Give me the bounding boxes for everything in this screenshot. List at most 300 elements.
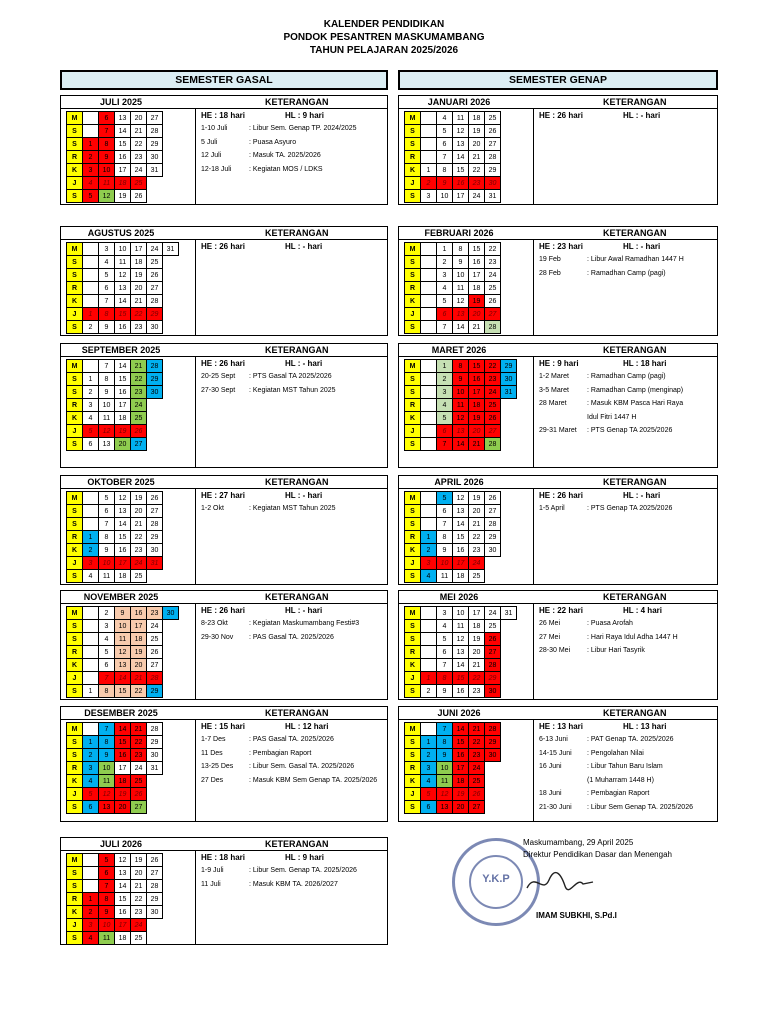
date-cell: 30 [485,685,501,698]
weekday-label: J [67,425,83,438]
date-cell: 20 [131,867,147,880]
holiday-days: HL : 12 hari [285,722,329,731]
date-cell [421,138,437,151]
date-cell: 24 [485,607,501,620]
effective-days: HE : 26 hari [201,242,246,251]
date-cell: 10 [437,557,453,570]
date-cell: 21 [131,880,147,893]
date-cell: 28 [485,518,501,531]
date-cell: 10 [99,557,115,570]
date-cell: 15 [115,685,131,698]
date-cell: 22 [131,531,147,544]
event-description: : Ramadhan Camp (menginap) [587,386,684,394]
month-name: AGUSTUS 2025 [87,228,155,238]
weekday-label: S [405,518,421,531]
date-cell: 8 [99,736,115,749]
title-line-1: KALENDER PENDIDIKAN [323,19,445,30]
date-cell: 29 [147,308,163,321]
date-cell: 14 [453,723,469,736]
date-cell: 13 [453,138,469,151]
date-cell [421,492,437,505]
date-cell: 4 [83,775,99,788]
date-cell [421,360,437,373]
date-cell: 15 [115,531,131,544]
date-cell: 18 [469,620,485,633]
date-cell: 27 [485,425,501,438]
date-cell: 24 [131,164,147,177]
date-cell: 3 [421,762,437,775]
event-description: : PTS Genap TA 2025/2026 [587,427,673,434]
date-cell: 9 [453,373,469,386]
event-description: : Puasa Arofah [587,620,633,627]
month-name: NOVEMBER 2025 [83,592,159,602]
date-cell: 30 [485,544,501,557]
event-description: : Ramadhan Camp (pagi) [587,269,666,277]
date-cell: 28 [147,672,163,685]
date-cell: 1 [421,736,437,749]
date-cell: 12 [115,854,131,867]
effective-days: HE : 18 hari [201,853,246,862]
date-cell: 25 [147,633,163,646]
date-cell: 18 [131,256,147,269]
date-cell: 1 [83,531,99,544]
date-cell: 31 [147,762,163,775]
date-cell: 19 [115,190,131,203]
signature-scribble [525,870,595,896]
weekday-label: R [405,762,421,775]
holiday-days: HL : 9 hari [285,853,324,862]
date-cell: 19 [469,125,485,138]
event-date: 13-25 Des [201,763,234,770]
date-cell: 31 [501,386,517,399]
event-description: : Libur Sem. Gasal TA. 2025/2026 [249,763,355,770]
date-cell: 5 [99,269,115,282]
weekday-label: S [405,256,421,269]
date-cell: 22 [131,736,147,749]
keterangan-label: KETERANGAN [265,97,329,107]
date-cell [83,360,99,373]
date-cell: 8 [99,373,115,386]
date-cell: 17 [115,557,131,570]
weekday-label: S [67,685,83,698]
date-cell: 30 [163,607,179,620]
date-cell: 27 [485,138,501,151]
date-cell: 11 [437,775,453,788]
weekday-label: S [405,138,421,151]
date-cell: 19 [115,425,131,438]
date-cell: 18 [453,775,469,788]
date-cell: 2 [99,607,115,620]
date-cell: 2 [83,151,99,164]
weekday-label: S [405,801,421,814]
date-cell: 7 [437,321,453,334]
date-cell: 27 [485,505,501,518]
date-cell: 21 [469,659,485,672]
date-cell: 29 [147,373,163,386]
date-cell: 4 [99,633,115,646]
date-cell: 4 [437,620,453,633]
date-cell: 8 [99,138,115,151]
date-cell: 6 [437,425,453,438]
date-cell: 13 [453,308,469,321]
weekday-label: S [405,125,421,138]
event-description: : Masuk KBM Pasca Hari Raya [587,400,684,407]
weekday-label: J [67,308,83,321]
date-cell: 10 [453,607,469,620]
date-cell [421,399,437,412]
date-cell: 12 [453,412,469,425]
date-cell: 12 [453,125,469,138]
date-cell: 16 [115,749,131,762]
date-cell: 18 [115,775,131,788]
date-cell: 1 [83,685,99,698]
date-cell: 24 [131,762,147,775]
date-cell: 16 [131,607,147,620]
weekday-label: J [67,788,83,801]
weekday-label: J [405,557,421,570]
date-cell: 6 [99,505,115,518]
date-cell: 24 [485,386,501,399]
weekday-label: K [405,659,421,672]
date-cell: 21 [131,723,147,736]
date-cell: 24 [469,190,485,203]
month-name: MEI 2026 [439,592,479,602]
weekday-label: J [67,557,83,570]
weekday-label: S [67,867,83,880]
weekday-label: J [405,788,421,801]
weekday-label: S [405,373,421,386]
date-cell [421,151,437,164]
date-cell: 1 [83,138,99,151]
signature-role: Direktur Pendidikan Dasar dan Menengah [523,850,672,859]
date-cell: 23 [469,749,485,762]
month-calendar-table [66,853,179,945]
date-cell: 29 [501,360,517,373]
date-cell: 26 [485,412,501,425]
event-date: 21-30 Juni [539,803,572,811]
date-cell: 3 [437,386,453,399]
weekday-label: S [405,685,421,698]
month-name: MARET 2026 [431,345,487,355]
date-cell: 25 [485,282,501,295]
date-cell: 18 [453,570,469,583]
keterangan-label: KETERANGAN [603,97,667,107]
date-cell: 25 [469,570,485,583]
semester-gasal-header: SEMESTER GASAL [60,70,388,90]
date-cell: 23 [131,749,147,762]
date-cell: 22 [469,164,485,177]
date-cell: 13 [115,282,131,295]
date-cell: 11 [99,775,115,788]
date-cell: 28 [147,125,163,138]
date-cell [83,505,99,518]
date-cell: 20 [453,801,469,814]
date-cell: 12 [453,492,469,505]
date-cell: 28 [485,151,501,164]
date-cell: 22 [131,373,147,386]
date-cell: 27 [147,659,163,672]
weekday-label: S [67,321,83,334]
date-cell: 13 [453,646,469,659]
date-cell: 12 [453,633,469,646]
date-cell: 4 [421,570,437,583]
weekday-label: R [67,151,83,164]
weekday-label: R [67,399,83,412]
date-cell: 13 [115,867,131,880]
date-cell: 24 [469,557,485,570]
date-cell: 22 [131,685,147,698]
date-cell: 8 [437,531,453,544]
date-cell: 22 [131,138,147,151]
weekday-label: S [405,438,421,451]
weekday-label: J [405,177,421,190]
date-cell: 11 [115,633,131,646]
date-cell: 1 [421,164,437,177]
date-cell: 8 [437,672,453,685]
date-cell: 27 [147,505,163,518]
date-cell: 1 [421,531,437,544]
date-cell: 14 [453,518,469,531]
date-cell: 15 [115,893,131,906]
event-description: : Kegiatan MOS / LDKS [249,165,323,173]
date-cell: 5 [83,425,99,438]
date-cell: 14 [115,125,131,138]
date-cell [421,386,437,399]
weekday-label: M [67,360,83,373]
weekday-label: R [405,399,421,412]
date-cell [421,518,437,531]
date-cell: 12 [437,788,453,801]
date-cell: 21 [131,518,147,531]
effective-days: HE : 26 hari [201,359,246,368]
holiday-days: HL : 9 hari [285,111,324,120]
date-cell: 3 [99,620,115,633]
date-cell: 5 [99,646,115,659]
weekday-label: J [405,308,421,321]
month-calendar-table [404,359,517,451]
date-cell: 4 [437,282,453,295]
date-cell [83,112,99,125]
keterangan-label: KETERANGAN [603,345,667,355]
weekday-label: S [67,505,83,518]
holiday-days: HL : - hari [623,242,661,251]
date-cell: 5 [437,492,453,505]
month-name: SEPTEMBER 2025 [81,345,161,355]
event-description: : Libur Sem. Genap TP. 2024/2025 [249,125,357,132]
month-panel [398,706,718,822]
event-description: : Masuk TA. 2025/2026 [249,152,321,159]
date-cell: 8 [437,736,453,749]
weekday-label: S [67,880,83,893]
date-cell: 30 [147,386,163,399]
date-cell: 17 [453,557,469,570]
date-cell: 7 [99,125,115,138]
date-cell: 26 [485,633,501,646]
event-date: 14-15 Juni [539,749,572,757]
date-cell: 7 [437,518,453,531]
date-cell: 11 [99,412,115,425]
date-cell: 11 [453,282,469,295]
date-cell: 19 [131,269,147,282]
date-cell: 19 [131,492,147,505]
date-cell: 13 [437,801,453,814]
month-calendar-table [66,242,179,334]
date-cell: 5 [421,788,437,801]
date-cell: 10 [115,243,131,256]
date-cell: 20 [131,505,147,518]
date-cell: 25 [131,775,147,788]
date-cell: 31 [147,557,163,570]
date-cell: 20 [469,138,485,151]
date-cell: 2 [437,256,453,269]
date-cell [421,505,437,518]
weekday-label: S [67,125,83,138]
date-cell: 5 [437,412,453,425]
date-cell: 15 [453,672,469,685]
date-cell: 4 [83,932,99,945]
keterangan-label: KETERANGAN [603,477,667,487]
date-cell: 8 [453,243,469,256]
event-description: : Libur Awal Ramadhan 1447 H [587,256,684,263]
weekday-label: R [67,531,83,544]
date-cell: 17 [115,762,131,775]
date-cell: 2 [421,544,437,557]
date-cell: 4 [437,399,453,412]
date-cell: 1 [421,672,437,685]
date-cell: 7 [437,659,453,672]
event-description: Idul Fitri 1447 H [587,413,637,421]
date-cell: 9 [99,906,115,919]
month-calendar-table [66,722,179,814]
event-description: : PTS Genap TA 2025/2026 [587,505,673,512]
date-cell: 16 [469,373,485,386]
date-cell: 23 [131,151,147,164]
weekday-label: K [405,295,421,308]
date-cell: 13 [99,801,115,814]
month-panel [398,590,718,700]
date-cell: 6 [437,308,453,321]
date-cell: 16 [469,256,485,269]
date-cell [421,659,437,672]
date-cell [421,438,437,451]
date-cell: 3 [83,164,99,177]
date-cell: 18 [115,177,131,190]
date-cell: 11 [453,620,469,633]
date-cell: 1 [437,360,453,373]
date-cell [83,243,99,256]
holiday-days: HL : - hari [285,359,323,368]
date-cell: 17 [453,762,469,775]
event-date: 3-5 Maret [539,386,569,394]
date-cell: 13 [115,112,131,125]
event-description: : Ramadhan Camp (pagi) [587,373,666,380]
event-date: 11 Des [201,749,223,757]
date-cell: 4 [83,570,99,583]
month-panel [398,95,718,205]
month-name: JULI 2025 [99,97,143,107]
month-name: JULI 2026 [99,839,143,849]
weekday-label: S [67,518,83,531]
weekday-label: S [67,438,83,451]
date-cell: 4 [83,177,99,190]
date-cell: 15 [469,243,485,256]
date-cell: 7 [437,438,453,451]
weekday-label: M [405,243,421,256]
date-cell: 3 [421,557,437,570]
date-cell: 8 [99,685,115,698]
weekday-label: S [67,386,83,399]
weekday-label: S [67,256,83,269]
date-cell: 29 [485,531,501,544]
date-cell: 31 [163,243,179,256]
effective-days: HE : 23 hari [539,242,584,251]
weekday-label: K [67,544,83,557]
date-cell: 11 [99,932,115,945]
date-cell: 29 [147,685,163,698]
date-cell: 16 [115,321,131,334]
event-description: : Pembagian Raport [249,749,312,757]
date-cell: 24 [131,919,147,932]
date-cell: 9 [437,749,453,762]
event-date: 16 Juni [539,763,562,770]
date-cell: 18 [115,932,131,945]
date-cell [421,425,437,438]
date-cell: 1 [83,308,99,321]
date-cell: 1 [83,373,99,386]
date-cell: 14 [115,295,131,308]
keterangan-label: KETERANGAN [265,592,329,602]
date-cell: 2 [83,544,99,557]
date-cell [83,125,99,138]
date-cell: 25 [131,177,147,190]
date-cell: 3 [83,557,99,570]
date-cell: 7 [437,723,453,736]
event-date: 1-10 Juli [201,125,228,132]
keterangan-label: KETERANGAN [265,477,329,487]
date-cell: 8 [99,893,115,906]
date-cell: 5 [437,125,453,138]
month-name: FEBRUARI 2026 [424,228,494,238]
date-cell: 25 [131,932,147,945]
event-date: 27-30 Sept [201,386,236,394]
date-cell: 25 [485,620,501,633]
weekday-label: K [67,659,83,672]
date-cell: 18 [131,633,147,646]
event-description: : Libur Sem Genap TA. 2025/2026 [587,803,693,811]
date-cell [83,659,99,672]
date-cell: 14 [115,880,131,893]
date-cell: 4 [421,775,437,788]
date-cell: 19 [469,633,485,646]
date-cell: 14 [115,672,131,685]
date-cell: 30 [485,177,501,190]
date-cell: 6 [99,112,115,125]
date-cell: 30 [147,749,163,762]
weekday-label: S [67,633,83,646]
date-cell: 23 [469,177,485,190]
date-cell: 27 [131,801,147,814]
date-cell: 16 [453,177,469,190]
date-cell: 3 [437,607,453,620]
holiday-days: HL : - hari [623,491,661,500]
title-line-2: PONDOK PESANTREN MASKUMAMBANG [283,32,485,43]
date-cell: 16 [115,544,131,557]
date-cell: 3 [83,762,99,775]
weekday-label: K [67,775,83,788]
date-cell [421,412,437,425]
event-description: : Masuk KBM Sem Genap TA. 2025/2026 [249,776,378,784]
month-panel [398,343,718,468]
